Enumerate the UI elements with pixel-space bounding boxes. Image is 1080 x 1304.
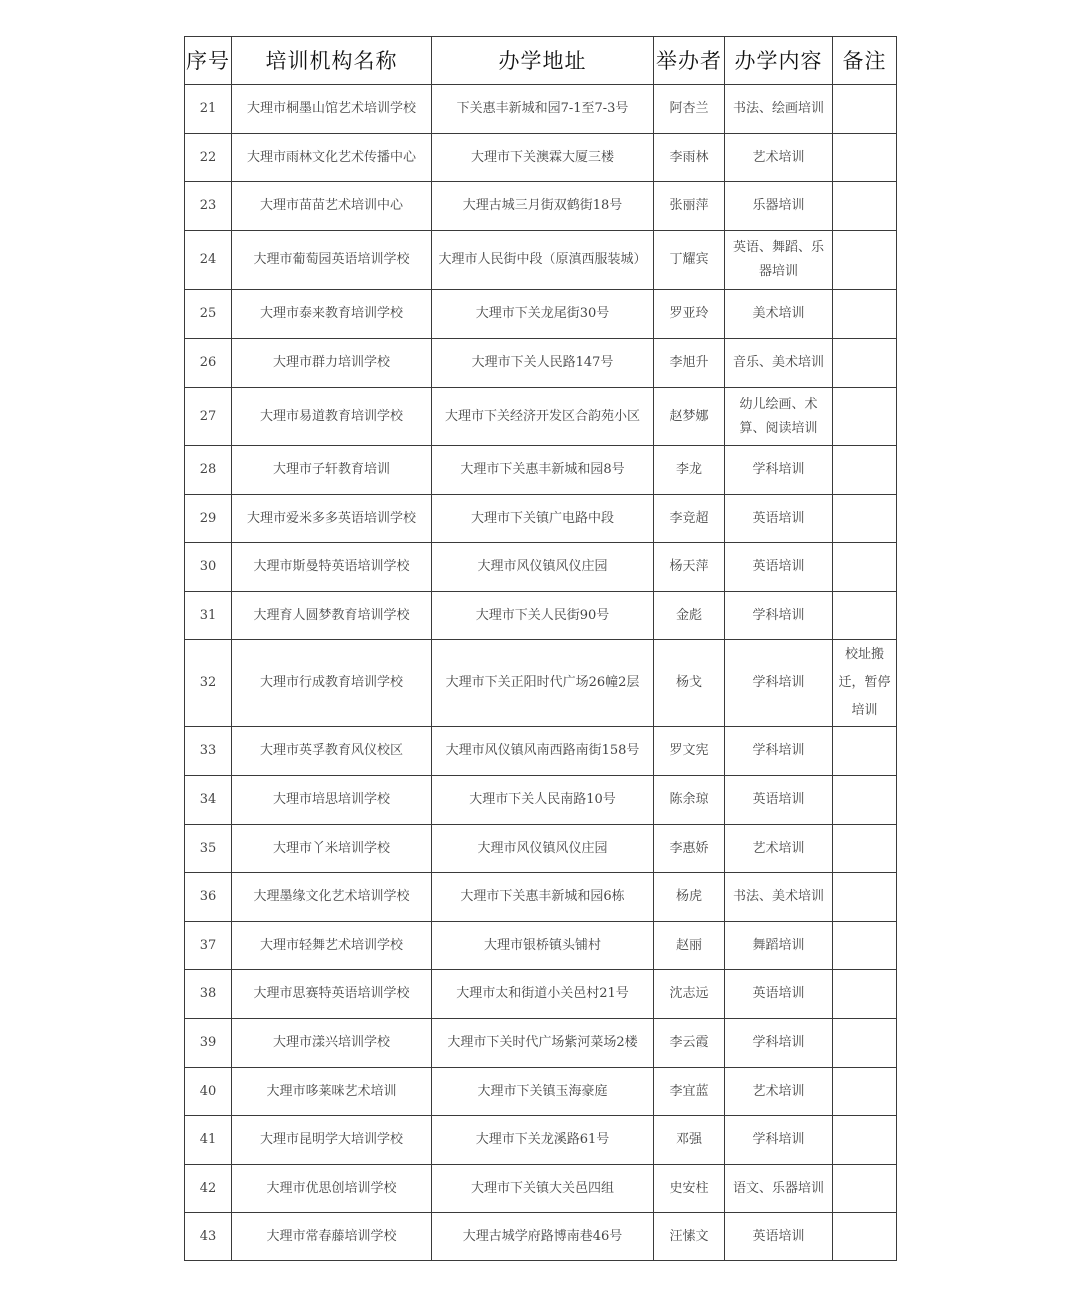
table-row bbox=[185, 1068, 897, 1116]
header-address: 办学地址 bbox=[432, 37, 654, 85]
cell-institution-name: 大理市爱米多多英语培训学校 bbox=[232, 495, 432, 543]
cell-address: 大理市下关人民街90号 bbox=[432, 592, 654, 640]
cell-note bbox=[833, 922, 897, 970]
table-row bbox=[185, 1213, 897, 1261]
cell-content: 书法、绘画培训 bbox=[725, 85, 833, 134]
cell-address: 大理市下关镇玉海豪庭 bbox=[432, 1068, 654, 1116]
cell-note bbox=[833, 85, 897, 134]
cell-organizer: 李云霞 bbox=[654, 1019, 725, 1068]
cell-organizer: 杨戈 bbox=[654, 640, 725, 727]
cell-note bbox=[833, 543, 897, 592]
cell-organizer: 李宜蓝 bbox=[654, 1068, 725, 1116]
cell-note bbox=[833, 1019, 897, 1068]
cell-organizer: 沈志远 bbox=[654, 970, 725, 1019]
cell-note bbox=[833, 592, 897, 640]
cell-address: 大理市银桥镇头铺村 bbox=[432, 922, 654, 970]
cell-organizer: 丁耀宾 bbox=[654, 231, 725, 290]
cell-organizer: 赵丽 bbox=[654, 922, 725, 970]
cell-note bbox=[833, 134, 897, 182]
table-row bbox=[185, 1019, 897, 1068]
cell-address: 大理市人民街中段（原滇西服装城） bbox=[432, 231, 654, 290]
cell-content: 幼儿绘画、术算、阅读培训 bbox=[725, 388, 833, 446]
cell-address: 大理市下关龙尾街30号 bbox=[432, 290, 654, 339]
cell-serial-no: 36 bbox=[185, 873, 232, 922]
cell-serial-no: 42 bbox=[185, 1165, 232, 1213]
cell-note bbox=[833, 1165, 897, 1213]
cell-organizer: 李旭升 bbox=[654, 339, 725, 388]
cell-institution-name: 大理市葡萄园英语培训学校 bbox=[232, 231, 432, 290]
header-note: 备注 bbox=[833, 37, 897, 85]
cell-organizer: 李惠娇 bbox=[654, 825, 725, 873]
table-row bbox=[185, 231, 897, 290]
cell-organizer: 金彪 bbox=[654, 592, 725, 640]
table-body bbox=[185, 85, 897, 1261]
header-organizer: 举办者 bbox=[654, 37, 725, 85]
cell-address: 大理市下关惠丰新城和园6栋 bbox=[432, 873, 654, 922]
cell-note bbox=[833, 727, 897, 776]
cell-serial-no: 40 bbox=[185, 1068, 232, 1116]
table-row bbox=[185, 970, 897, 1019]
cell-serial-no: 32 bbox=[185, 640, 232, 727]
cell-institution-name: 大理市优思创培训学校 bbox=[232, 1165, 432, 1213]
cell-serial-no: 24 bbox=[185, 231, 232, 290]
cell-organizer: 陈余琼 bbox=[654, 776, 725, 825]
cell-institution-name: 大理市群力培训学校 bbox=[232, 339, 432, 388]
table-row bbox=[185, 873, 897, 922]
cell-institution-name: 大理市英孚教育风仪校区 bbox=[232, 727, 432, 776]
table-row bbox=[185, 727, 897, 776]
cell-serial-no: 30 bbox=[185, 543, 232, 592]
cell-serial-no: 41 bbox=[185, 1116, 232, 1165]
cell-address: 大理市太和街道小关邑村21号 bbox=[432, 970, 654, 1019]
cell-organizer: 李竞超 bbox=[654, 495, 725, 543]
cell-institution-name: 大理市泰来教育培训学校 bbox=[232, 290, 432, 339]
cell-content: 英语培训 bbox=[725, 543, 833, 592]
cell-institution-name: 大理市培思培训学校 bbox=[232, 776, 432, 825]
cell-institution-name: 大理市易道教育培训学校 bbox=[232, 388, 432, 446]
table-row bbox=[185, 290, 897, 339]
cell-address: 大理市下关镇大关邑四组 bbox=[432, 1165, 654, 1213]
cell-note bbox=[833, 873, 897, 922]
cell-serial-no: 21 bbox=[185, 85, 232, 134]
table-row bbox=[185, 446, 897, 495]
table-row bbox=[185, 388, 897, 446]
cell-institution-name: 大理市雨林文化艺术传播中心 bbox=[232, 134, 432, 182]
cell-address: 大理古城学府路博南巷46号 bbox=[432, 1213, 654, 1261]
cell-note bbox=[833, 231, 897, 290]
cell-note bbox=[833, 776, 897, 825]
cell-institution-name: 大理育人圆梦教育培训学校 bbox=[232, 592, 432, 640]
cell-serial-no: 27 bbox=[185, 388, 232, 446]
cell-organizer: 杨天萍 bbox=[654, 543, 725, 592]
cell-organizer: 李龙 bbox=[654, 446, 725, 495]
cell-serial-no: 38 bbox=[185, 970, 232, 1019]
table-row bbox=[185, 134, 897, 182]
table-row bbox=[185, 592, 897, 640]
cell-note bbox=[833, 970, 897, 1019]
cell-content: 英语培训 bbox=[725, 970, 833, 1019]
cell-serial-no: 34 bbox=[185, 776, 232, 825]
cell-content: 英语培训 bbox=[725, 776, 833, 825]
cell-content: 音乐、美术培训 bbox=[725, 339, 833, 388]
training-institutions-table bbox=[184, 36, 897, 1261]
table-row bbox=[185, 85, 897, 134]
cell-note bbox=[833, 182, 897, 231]
header-institution-name: 培训机构名称 bbox=[232, 37, 432, 85]
table-row bbox=[185, 1116, 897, 1165]
cell-organizer: 罗文宪 bbox=[654, 727, 725, 776]
cell-content: 语文、乐器培训 bbox=[725, 1165, 833, 1213]
cell-content: 美术培训 bbox=[725, 290, 833, 339]
cell-organizer: 阿杏兰 bbox=[654, 85, 725, 134]
cell-note bbox=[833, 1116, 897, 1165]
cell-content: 学科培训 bbox=[725, 446, 833, 495]
table-row bbox=[185, 825, 897, 873]
cell-institution-name: 大理市昆明学大培训学校 bbox=[232, 1116, 432, 1165]
cell-content: 艺术培训 bbox=[725, 134, 833, 182]
cell-institution-name: 大理墨缘文化艺术培训学校 bbox=[232, 873, 432, 922]
cell-institution-name: 大理市丫米培训学校 bbox=[232, 825, 432, 873]
table-row bbox=[185, 1165, 897, 1213]
cell-institution-name: 大理市漾兴培训学校 bbox=[232, 1019, 432, 1068]
cell-organizer: 李雨林 bbox=[654, 134, 725, 182]
table-row bbox=[185, 776, 897, 825]
cell-content: 舞蹈培训 bbox=[725, 922, 833, 970]
cell-serial-no: 33 bbox=[185, 727, 232, 776]
cell-institution-name: 大理市斯曼特英语培训学校 bbox=[232, 543, 432, 592]
cell-content: 艺术培训 bbox=[725, 1068, 833, 1116]
cell-institution-name: 大理市行成教育培训学校 bbox=[232, 640, 432, 727]
cell-content: 英语、舞蹈、乐器培训 bbox=[725, 231, 833, 290]
cell-address: 大理市风仪镇风仪庄园 bbox=[432, 825, 654, 873]
cell-serial-no: 35 bbox=[185, 825, 232, 873]
cell-organizer: 汪愫文 bbox=[654, 1213, 725, 1261]
cell-organizer: 杨虎 bbox=[654, 873, 725, 922]
cell-content: 学科培训 bbox=[725, 592, 833, 640]
cell-note bbox=[833, 1213, 897, 1261]
cell-serial-no: 39 bbox=[185, 1019, 232, 1068]
cell-address: 大理市下关人民路147号 bbox=[432, 339, 654, 388]
table-row bbox=[185, 543, 897, 592]
cell-address: 大理市下关人民南路10号 bbox=[432, 776, 654, 825]
cell-serial-no: 23 bbox=[185, 182, 232, 231]
cell-address: 大理市下关惠丰新城和园8号 bbox=[432, 446, 654, 495]
cell-content: 学科培训 bbox=[725, 640, 833, 727]
cell-institution-name: 大理市常春藤培训学校 bbox=[232, 1213, 432, 1261]
cell-address: 大理市下关龙溪路61号 bbox=[432, 1116, 654, 1165]
cell-note bbox=[833, 339, 897, 388]
cell-serial-no: 37 bbox=[185, 922, 232, 970]
cell-content: 艺术培训 bbox=[725, 825, 833, 873]
cell-address: 大理市下关时代广场紫河菜场2楼 bbox=[432, 1019, 654, 1068]
header-content: 办学内容 bbox=[725, 37, 833, 85]
cell-note bbox=[833, 446, 897, 495]
cell-institution-name: 大理市轻舞艺术培训学校 bbox=[232, 922, 432, 970]
cell-content: 学科培训 bbox=[725, 727, 833, 776]
table-row bbox=[185, 339, 897, 388]
cell-note: 校址搬迁，暂停培训 bbox=[833, 640, 897, 727]
cell-content: 英语培训 bbox=[725, 1213, 833, 1261]
cell-serial-no: 29 bbox=[185, 495, 232, 543]
cell-serial-no: 28 bbox=[185, 446, 232, 495]
cell-institution-name: 大理市思赛特英语培训学校 bbox=[232, 970, 432, 1019]
cell-note bbox=[833, 1068, 897, 1116]
cell-organizer: 邓强 bbox=[654, 1116, 725, 1165]
table-row bbox=[185, 640, 897, 727]
cell-content: 英语培训 bbox=[725, 495, 833, 543]
cell-institution-name: 大理市苗苗艺术培训中心 bbox=[232, 182, 432, 231]
cell-note bbox=[833, 290, 897, 339]
table-row bbox=[185, 182, 897, 231]
cell-serial-no: 31 bbox=[185, 592, 232, 640]
cell-content: 乐器培训 bbox=[725, 182, 833, 231]
cell-address: 大理市下关正阳时代广场26幢2层 bbox=[432, 640, 654, 727]
cell-address: 大理市下关澳霖大厦三楼 bbox=[432, 134, 654, 182]
cell-content: 学科培训 bbox=[725, 1019, 833, 1068]
cell-serial-no: 25 bbox=[185, 290, 232, 339]
cell-serial-no: 43 bbox=[185, 1213, 232, 1261]
cell-organizer: 赵梦娜 bbox=[654, 388, 725, 446]
cell-address: 大理市下关经济开发区合韵苑小区 bbox=[432, 388, 654, 446]
cell-address: 大理市风仪镇风南西路南街158号 bbox=[432, 727, 654, 776]
cell-address: 下关惠丰新城和园7-1至7-3号 bbox=[432, 85, 654, 134]
cell-address: 大理市下关镇广电路中段 bbox=[432, 495, 654, 543]
header-row bbox=[185, 37, 897, 85]
cell-content: 书法、美术培训 bbox=[725, 873, 833, 922]
cell-serial-no: 26 bbox=[185, 339, 232, 388]
cell-organizer: 罗亚玲 bbox=[654, 290, 725, 339]
header-serial-no: 序号 bbox=[185, 37, 232, 85]
cell-content: 学科培训 bbox=[725, 1116, 833, 1165]
cell-organizer: 史安柱 bbox=[654, 1165, 725, 1213]
table-row bbox=[185, 922, 897, 970]
cell-serial-no: 22 bbox=[185, 134, 232, 182]
cell-note bbox=[833, 388, 897, 446]
cell-institution-name: 大理市子轩教育培训 bbox=[232, 446, 432, 495]
cell-note bbox=[833, 825, 897, 873]
cell-address: 大理市风仪镇风仪庄园 bbox=[432, 543, 654, 592]
cell-institution-name: 大理市哆莱咪艺术培训 bbox=[232, 1068, 432, 1116]
cell-organizer: 张丽萍 bbox=[654, 182, 725, 231]
cell-note bbox=[833, 495, 897, 543]
table-row bbox=[185, 495, 897, 543]
cell-address: 大理古城三月街双鹤街18号 bbox=[432, 182, 654, 231]
cell-institution-name: 大理市桐墨山馆艺术培训学校 bbox=[232, 85, 432, 134]
